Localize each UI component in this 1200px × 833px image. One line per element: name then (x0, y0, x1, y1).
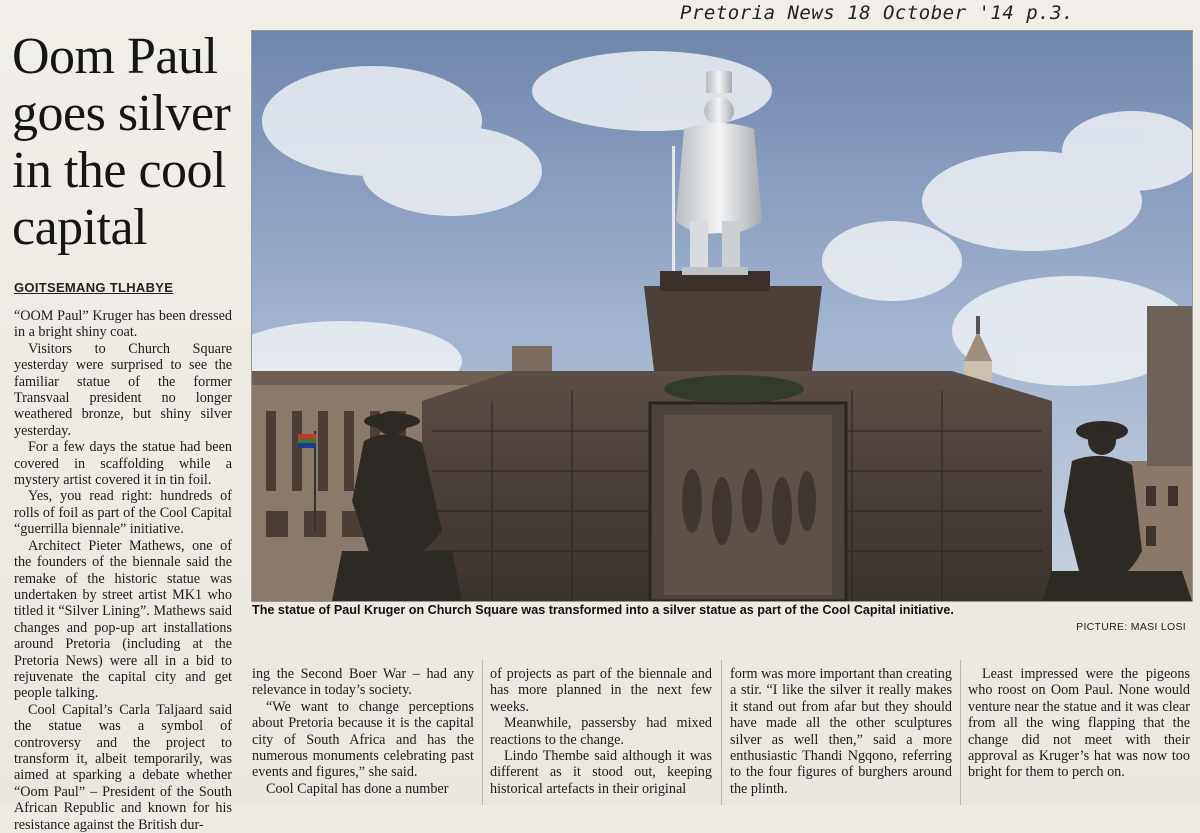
paragraph: of projects as part of the biennale and has more planned in the next few weeks. (490, 666, 712, 715)
headline: Oom Paul goes silver in the cool capital (12, 28, 231, 256)
column-2 (252, 666, 474, 797)
statue-photo (251, 30, 1193, 602)
column-5 (968, 666, 1190, 781)
paragraph: “OOM Paul” Kruger has been dressed in a bright shiny coat. (14, 308, 232, 341)
paragraph: Cool Capital has done a number (266, 780, 449, 797)
paragraph: Architect Pieter Mathews, one of the founders of the biennale said the remake of the historic statue was undertaken by street artist MK1 who titled it “Silver Lining”. Mathews said changes and pop-up art installations around Pretoria (including at the Pretoria News) were all in a bid to rejuvenate the capital city and get people talking. (14, 537, 232, 702)
paragraph: “We want to change perceptions about Pretoria because it is the capital city of South Africa and has the numerous monuments celebrating past events and figures,” she said. (252, 698, 474, 781)
column-3 (490, 666, 712, 797)
column-1 (14, 308, 232, 833)
column-divider (960, 660, 961, 805)
paragraph: Lindo Thembe said although it was different as it stood out, keeping historical artefacts in their original (490, 748, 712, 797)
paragraph: Least impressed were the pigeons who roost on Oom Paul. None would venture near the statue and it was clear from all the wing flapping that the change did not meet with their approval as Kruger’s hat was now too bright for them to perch on. (968, 666, 1190, 781)
byline: GOITSEMANG TLHABYE (14, 280, 174, 295)
column-4 (730, 666, 952, 797)
paragraph: For a few days the statue had been covered in scaffolding while a mystery artist covered it in tin foil. (14, 439, 232, 489)
photo-credit: PICTURE: MASI LOSI (1076, 621, 1186, 633)
paragraph: Cool Capital’s Carla Taljaard said the statue was a symbol of controversy and the project to transform it, albeit temporarily, was aimed at sparking a debate whether “Oom Paul” – President of the South African Republic and known for his resistance against the British dur- (14, 701, 232, 833)
paragraph: form was more important than creating a stir. “I like the silver it really makes it stand out from afar but they should have made all the other sculptures silver as well then,” said a more enthusiastic Thandi Ngqono, referring to the four figures of burghers around the plinth. (730, 666, 952, 797)
paragraph: ing the Second Boer War – had any relevance in today’s society. (252, 666, 474, 699)
column-divider (482, 660, 483, 805)
photo-caption: The statue of Paul Kruger on Church Square was transformed into a silver statue as part of the Cool Capital initiative. (252, 603, 954, 617)
handwritten-note: Pretoria News 18 October '14 p.3. (680, 2, 1074, 24)
paragraph: Visitors to Church Square yesterday were surprised to see the familiar statue of the former Transvaal president no longer weathered bronze, but shiny silver yesterday. (14, 340, 232, 439)
paragraph: Yes, you read right: hundreds of rolls of foil as part of the Cool Capital “guerrilla biennale” initiative. (14, 488, 232, 538)
paragraph: Meanwhile, passersby had mixed reactions to the change. (490, 715, 712, 748)
column-divider (721, 660, 722, 805)
